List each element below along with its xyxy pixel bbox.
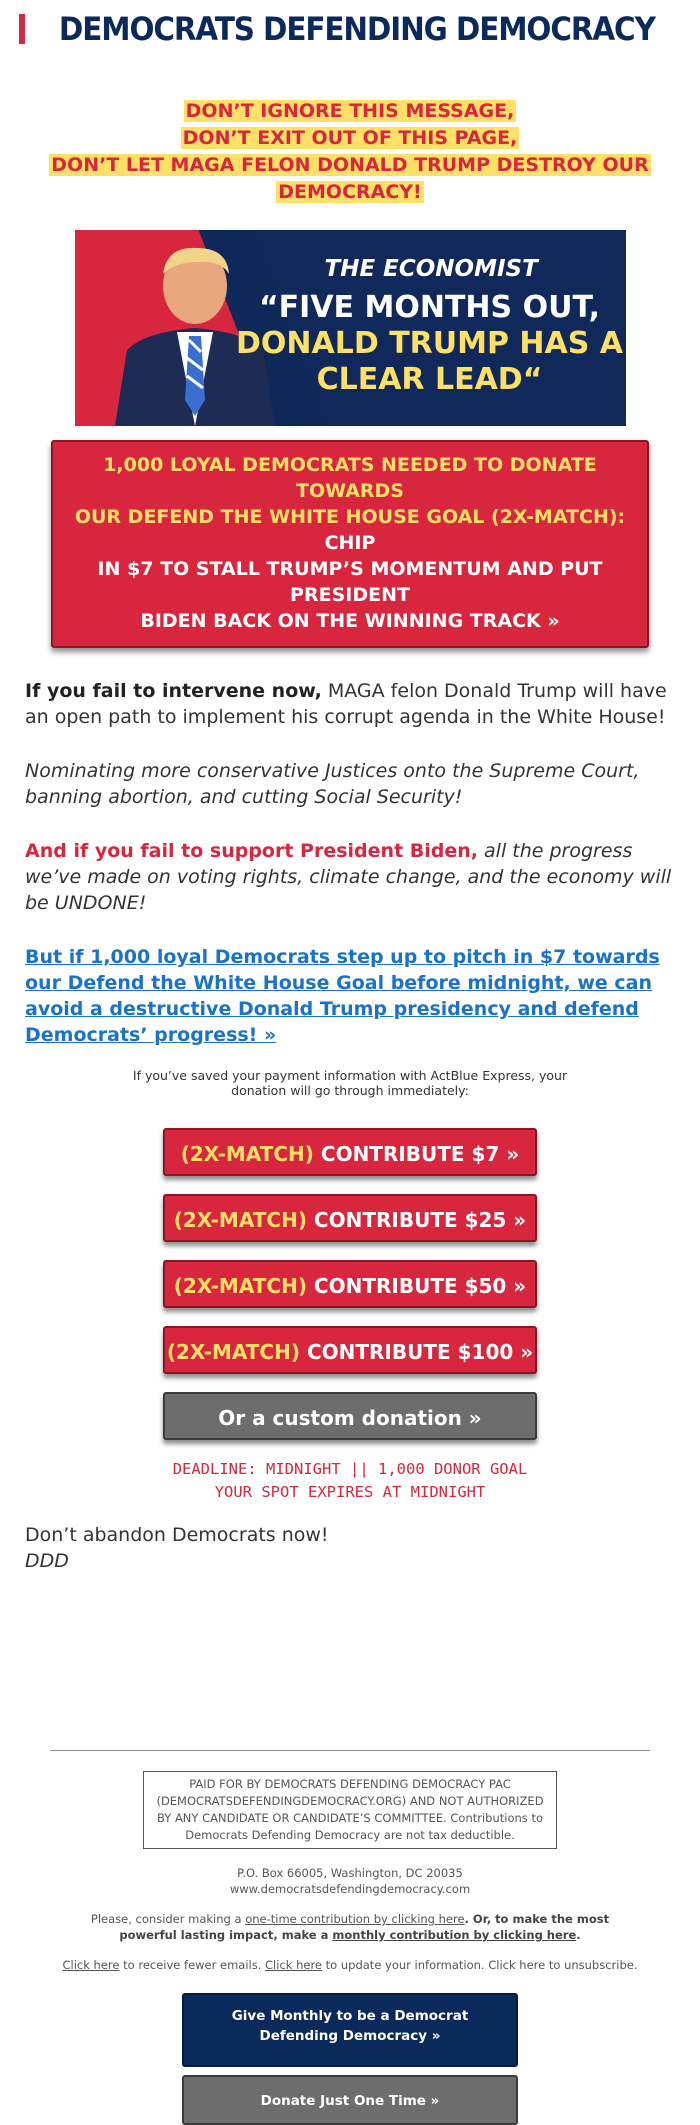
signoff (0, 1522, 700, 1574)
contribute-label: CONTRIBUTE $25 » (306, 1208, 527, 1232)
paragraph-3-rest: all the progress we’ve made on voting rights, climate change, and the economy will be UNDONE! (25, 840, 672, 914)
address-line: P.O. Box 66005, Washington, DC 20035 (237, 1866, 463, 1880)
match-label: (2X-MATCH) (180, 1142, 314, 1166)
paragraph-2: Nominating more conservative Justices onto the Supreme Court, banning abortion, and cutting Social Security! (25, 760, 640, 808)
contribute-7-button[interactable] (163, 1128, 537, 1176)
fewer-emails-link[interactable]: Click here (62, 1958, 120, 1972)
goal-link[interactable]: But if 1,000 loyal Democrats step up to pitch in $7 towards our Defend the White House Goal before midnight, we can avoid a destructive Donald Trump presidency and defend Democrats’ progress! » (25, 946, 660, 1046)
mailing-address (0, 1865, 700, 1897)
deadline-line-1: DEADLINE: MIDNIGHT || 1,000 DONOR GOAL (172, 1460, 528, 1478)
give-monthly-button[interactable]: Give Monthly to be a Democrat Defending Democracy » (182, 1993, 518, 2067)
paragraph-1-rest: MAGA felon Donald Trump will have an open path to implement his corrupt agenda in the White House! (25, 680, 667, 728)
monthly-contribution-link[interactable]: monthly contribution by clicking here (332, 1928, 577, 1942)
cta-line-4: BIDEN BACK ON THE WINNING TRACK » (140, 610, 560, 632)
one-time-contribution-link[interactable]: one-time contribution by clicking here (245, 1912, 465, 1926)
contribute-label: CONTRIBUTE $50 » (306, 1274, 527, 1298)
footer-divider (50, 1750, 650, 1751)
actblue-express-note: If you’ve saved your payment information with ActBlue Express, your donation will go through immediately: (132, 1068, 568, 1098)
warning-message (0, 98, 700, 206)
banner-quote-line-2: DONALD TRUMP HAS A (236, 326, 623, 361)
update-info-link[interactable]: Click here (265, 1958, 323, 1972)
paragraph-1 (25, 678, 675, 730)
warning-line-3: DON’T LET MAGA FELON DONALD TRUMP DESTROY OUR (51, 154, 649, 176)
match-label: (2X-MATCH) (166, 1340, 300, 1364)
warning-line-4: DEMOCRACY! (278, 181, 422, 203)
paragraph-1-bold: If you fail to intervene now, (25, 680, 322, 702)
contribute-100-button[interactable] (163, 1326, 537, 1374)
donate-one-time-button[interactable]: Donate Just One Time » (182, 2075, 518, 2125)
fewer-text-2: to update your information. Click here to unsubscribe. (322, 1958, 638, 1972)
consider-mid: . Or, to make the most powerful lasting impact, make a (119, 1912, 610, 1942)
email-preferences-text (0, 1957, 700, 1973)
paragraph-4 (25, 944, 675, 1048)
contribute-label: CONTRIBUTE $100 » (300, 1340, 534, 1364)
cta-line-2-white: CHIP (324, 532, 376, 554)
header (0, 0, 700, 62)
warning-line-2: DON’T EXIT OUT OF THIS PAGE, (182, 127, 518, 149)
match-label: (2X-MATCH) (173, 1274, 307, 1298)
website-line: www.democratsdefendingdemocracy.com (229, 1882, 471, 1896)
banner-quote (235, 290, 625, 398)
contribute-50-button[interactable] (163, 1260, 537, 1308)
cta-line-1: 1,000 LOYAL DEMOCRATS NEEDED TO DONATE TOWARDS (103, 454, 597, 502)
match-label: (2X-MATCH) (173, 1208, 307, 1232)
warning-line-1: DON’T IGNORE THIS MESSAGE, (185, 100, 515, 122)
header-accent-bar (19, 14, 25, 44)
cta-line-3: IN $7 TO STALL TRUMP’S MOMENTUM AND PUT PRESIDENT (97, 558, 603, 606)
contribute-label: CONTRIBUTE $7 » (313, 1142, 520, 1166)
signoff-signature: DDD (25, 1550, 69, 1572)
donate-buttons (0, 1128, 700, 1440)
cta-line-2-yellow: OUR DEFEND THE WHITE HOUSE GOAL (2X-MATCH): (74, 506, 626, 528)
header-title: DEMOCRATS DEFENDING DEMOCRACY (59, 10, 655, 48)
paid-for-disclaimer: PAID FOR BY DEMOCRATS DEFENDING DEMOCRACY PAC (DEMOCRATSDEFENDINGDEMOCRACY.ORG) AND NOT AUTHORIZED BY ANY CANDIDATE OR CANDIDATE’S COMMITTEE. Contributions to Democrats Defending Democracy are not tax deductible. (143, 1771, 557, 1849)
signoff-line-1: Don’t abandon Democrats now! (25, 1524, 329, 1546)
banner-quote-line-3: CLEAR LEAD“ (316, 362, 543, 397)
message-body (0, 678, 700, 1048)
deadline-line-2: YOUR SPOT EXPIRES AT MIDNIGHT (214, 1483, 486, 1501)
paragraph-3 (25, 838, 675, 916)
contribution-options-text (0, 1911, 700, 1943)
banner-quote-line-1: “FIVE MONTHS OUT, (258, 290, 601, 325)
banner-source: THE ECONOMIST (324, 256, 538, 282)
economist-banner[interactable] (75, 230, 626, 426)
goal-cta-button[interactable] (51, 440, 649, 648)
custom-donation-button[interactable]: Or a custom donation » (163, 1392, 537, 1440)
paragraph-3-red: And if you fail to support President Biden, (25, 840, 478, 862)
consider-end: . (576, 1928, 581, 1942)
deadline-notice (0, 1458, 700, 1504)
fewer-text-1: to receive fewer emails. (119, 1958, 266, 1972)
consider-pre: Please, consider making a (90, 1912, 246, 1926)
contribute-25-button[interactable] (163, 1194, 537, 1242)
